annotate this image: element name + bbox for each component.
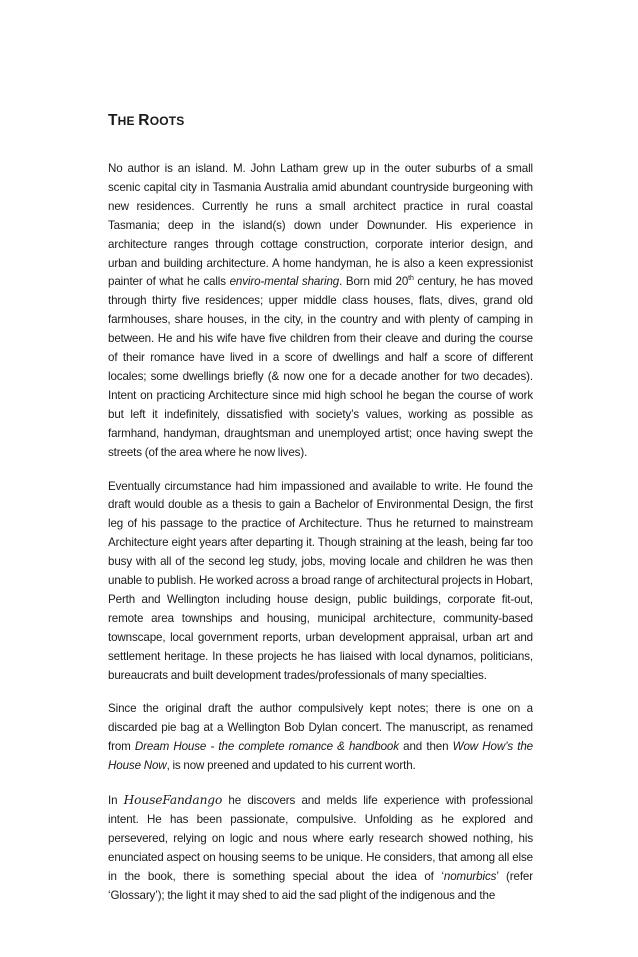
paragraph-1-text-a: No author is an island. M. John Latham grew up in the outer suburbs of a small scenic capital city in Tasmania Australia amid abundant countryside burgeoning with new residences. Currently he runs a small architect practice in rural coastal Tasmania; deep in the island(s) down under Downunder. His experience in architecture ranges through cottage construction, corporate interior design, and urban and building architecture. A home handyman, he is also a keen expressionist painter of what he calls xyxy=(108,162,533,289)
paragraph-1-italic-phrase: enviro-mental sharing xyxy=(229,275,340,289)
section-heading xyxy=(108,104,185,132)
paragraph-3-italic-title-1: Dream House - the complete romance & handbook xyxy=(134,740,399,754)
paragraph-4-text-d: ’ (refer ‘Glossary’); the light it may shed to aid the sad plight of the indigenous and the xyxy=(108,869,533,902)
paragraph-4-text-a: In xyxy=(108,794,124,808)
paragraph-3-italic-title-2: Wow How’s the House Now xyxy=(108,740,533,773)
paragraph-1 xyxy=(108,160,533,463)
heading-initial-r: R xyxy=(138,112,150,129)
paragraph-4 xyxy=(108,791,533,905)
paragraph-3-text-c: and then xyxy=(398,740,453,754)
paragraph-4-text-b: he discovers and melds life experience with professional intent. He has been passionate, compulsive. Unfolding as he explored and persevered, relying on logic and nous where early research showed nothing, his enunciated aspect on housing seems to be unique. He considers, that among all else in the book, there is something special about the idea of ‘ xyxy=(108,794,533,883)
heading-initial-t: T xyxy=(108,112,118,129)
paragraph-3-text-e: , is now preened and updated to his current worth. xyxy=(166,759,416,773)
heading-small-caps-he: HE xyxy=(117,114,139,128)
paragraph-4-book-title: HouseFandango xyxy=(123,793,223,808)
paragraph-3-text-a: Since the original draft the author compulsively kept notes; there is one on a discarded pie bag at a Wellington Bob Dylan concert. The manuscript, as renamed from xyxy=(108,702,533,754)
paragraph-3 xyxy=(108,700,533,776)
paragraph-2-text: Eventually circumstance had him impassioned and available to write. He found the draft would double as a thesis to gain a Bachelor of Environmental Design, the first leg of his passage to the practice of Architecture. Thus he returned to mainstream Architecture eight years after departing it. Though straining at the leash, being far too busy with all of the second leg study, jobs, moving locale and children he was then unable to publish. He worked across a broad range of architectural projects in Hobart, Perth and Wellington including house design, public buildings, corporate fit-out, remote area townships and housing, municipal architecture, community-based townscape, local government reports, urban development appraisal, urban art and settlement heritage. In these projects he has liaised with local dynamos, politicians, bureaucrats and built development trades/professionals of many specialties. xyxy=(108,479,533,682)
paragraph-1-superscript: th xyxy=(408,275,414,283)
paragraph-1-text-d: century, he has moved through thirty five residences; upper middle class houses, flats, dives, grand old farmhouses, share houses, in the city, in the country and with plenty of camping in between. He and his wife have five children from their cleave and during the course of their romance have lived in a score of dwellings and half a score of different locales; some dwellings briefly (& now one for a decade another for two decades). Intent on practicing Architecture since mid high school he began the course of work but left it indefinitely, dissatisfied with society’s values, working as possible as farmhand, handyman, draughtsman and unemployed artist; once having swept the streets (of the area where he now lives). xyxy=(108,275,534,459)
paragraph-1-text-c: . Born mid 20 xyxy=(339,275,409,289)
heading-small-caps-oots: OOTS xyxy=(149,114,185,128)
body-text xyxy=(108,160,533,906)
paragraph-4-italic-term: nomurbics xyxy=(443,869,497,883)
paragraph-2 xyxy=(108,478,533,686)
